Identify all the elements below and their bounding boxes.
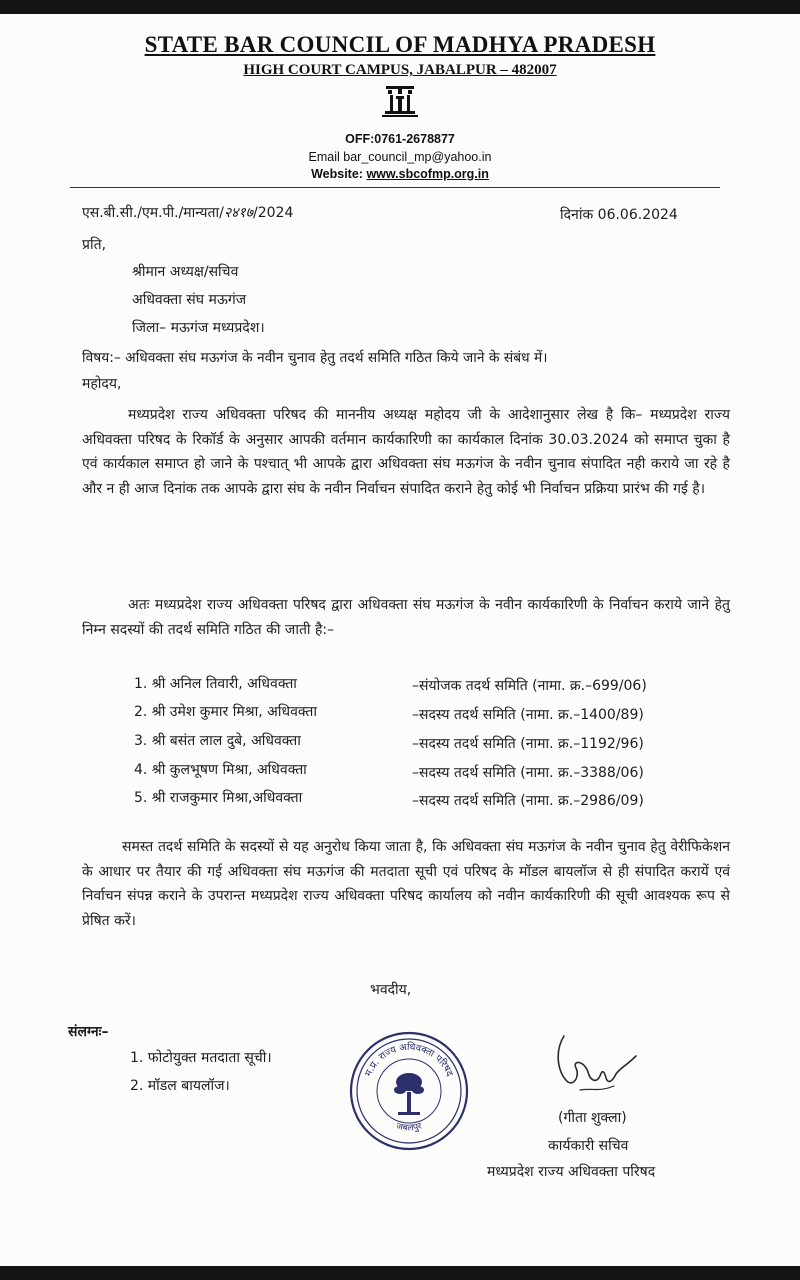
- member-5-role: –सदस्य तदर्थ समिति (नामा. क्र.–2986/09): [412, 793, 644, 809]
- seal-top-text: म.प्र. राज्य अधिवक्ता परिषद: [363, 1041, 455, 1079]
- contact-website: [0, 167, 800, 181]
- website-label: Website:: [311, 167, 363, 181]
- date-value: 06.06.2024: [597, 207, 678, 223]
- enclosures-label: संलग्नः–: [68, 1024, 109, 1040]
- reference-number: [82, 203, 293, 222]
- reference-suffix: /2024: [253, 205, 294, 221]
- member-2-role: –सदस्य तदर्थ समिति (नामा. क्र.–1400/89): [412, 707, 644, 723]
- recipient-line-2: अधिवक्ता संघ मऊगंज: [132, 292, 247, 308]
- email-address: bar_council_mp@yahoo.in: [343, 150, 492, 164]
- header-divider: [70, 187, 720, 188]
- signature-icon: [540, 1030, 650, 1100]
- date-label: दिनांक: [560, 207, 594, 223]
- seal-bottom-text: जबलपुर: [395, 1121, 424, 1134]
- website-link[interactable]: www.sbcofmp.org.in: [366, 167, 489, 181]
- member-1-role: –संयोजक तदर्थ समिति (नामा. क्र.–699/06): [412, 678, 647, 694]
- member-3-role: –सदस्य तदर्थ समिति (नामा. क्र.–1192/96): [412, 736, 644, 752]
- bottom-black-bar: [0, 1266, 800, 1280]
- paragraph-2: अतः मध्यप्रदेश राज्य अधिवक्ता परिषद द्वारा अधिवक्ता संघ मऊगंज के नवीन कार्यकारिणी के निर्वाचन कराये जाने हेतु निम्न सदस्यों की तदर्थ समिति गठित की जाती है:–: [82, 597, 730, 638]
- council-title: STATE BAR COUNCIL OF MADHYA PRADESH: [144, 32, 656, 57]
- member-2-name: 2. श्री उमेश कुमार मिश्रा, अधिवक्ता: [134, 704, 317, 720]
- member-4-role: –सदस्य तदर्थ समिति (नामा. क्र.–3388/06): [412, 765, 644, 781]
- top-black-bar: [0, 0, 800, 14]
- reference-prefix: एस.बी.सी./एम.पी./मान्यता/: [82, 205, 224, 221]
- signatory-designation: कार्यकारी सचिव: [548, 1138, 629, 1154]
- signatory-name: (गीता शुक्ला): [558, 1110, 627, 1126]
- member-1-name: 1. श्री अनिल तिवारी, अधिवक्ता: [134, 676, 297, 692]
- enclosure-item-1: 1. फोटोयुक्त मतदाता सूची।: [130, 1050, 272, 1066]
- member-5-name: 5. श्री राजकुमार मिश्रा,अधिवक्ता: [134, 790, 303, 806]
- office-phone: OFF:0761-2678877: [345, 132, 455, 146]
- paragraph-1: मध्यप्रदेश राज्य अधिवक्ता परिषद की माननीय अध्यक्ष महोदय जी के आदेशानुसार लेख है कि– मध्यप्रदेश राज्य अधिवक्ता परिषद के रिकॉर्ड के अनुसार आपकी वर्तमान कार्यकारिणी का कार्यकाल दिनांक 30.03.2024 को समाप्त चुका है एवं कार्यकाल समाप्त हो जाने के पश्चात् भी आपके द्वारा अधिवक्ता संघ मऊगंज के नवीन चुनाव संपादित नही कराये जा रहे है और न ही आज दिनांक तक आपके द्वारा संघ के नवीन निर्वाचन संपादित कराने हेतु कोई भी निर्वाचन प्रक्रिया प्रारंभ की गई है।: [82, 407, 730, 497]
- paragraph-3: समस्त तदर्थ समिति के सदस्यों से यह अनुरोध किया जाता है, कि अधिवक्ता संघ मऊगंज के नवीन चुनाव हेतु वेरीफिकेशन के आधार पर तैयार की गई अधिवक्ता संघ मऊगंज की मतदाता सूची एवं परिषद के मॉडल बायलॉज से ही संपादित करायें एवं निर्वाचन संपन्न कराने के उपरान्त मध्यप्रदेश राज्य अधिवक्ता परिषद कार्यालय को नवीन कार्यकारिणी की सूची आवश्यक रूप से प्रेषित करें।: [82, 839, 731, 929]
- council-seal-stamp: [348, 1030, 470, 1152]
- reference-handwritten-number: २४१७: [223, 205, 253, 221]
- email-label: Email: [308, 150, 340, 164]
- emblem-icon: [382, 84, 418, 118]
- closing: भवदीय,: [370, 982, 412, 998]
- campus-address: HIGH COURT CAMPUS, JABALPUR – 482007: [243, 62, 557, 78]
- member-3-name: 3. श्री बसंत लाल दुबे, अधिवक्ता: [134, 733, 301, 749]
- subject-line: विषय:– अधिवक्ता संघ मऊगंज के नवीन चुनाव हेतु तदर्थ समिति गठित किये जाने के संबंध में।: [82, 350, 548, 366]
- contact-email: [0, 150, 800, 164]
- recipient-line-1: श्रीमान अध्यक्ष/सचिव: [132, 264, 239, 280]
- recipient-to: प्रति,: [82, 237, 107, 253]
- signatory-organization: मध्यप्रदेश राज्य अधिवक्ता परिषद: [487, 1164, 656, 1180]
- member-4-name: 4. श्री कुलभूषण मिश्रा, अधिवक्ता: [134, 762, 307, 778]
- enclosure-item-2: 2. मॉडल बायलॉज।: [130, 1078, 230, 1094]
- letter-date: [560, 205, 678, 224]
- salutation: महोदय,: [82, 376, 122, 392]
- seal-tree-emblem-icon: [394, 1073, 424, 1115]
- recipient-line-3: जिला– मऊगंज मध्यप्रदेश।: [132, 320, 265, 336]
